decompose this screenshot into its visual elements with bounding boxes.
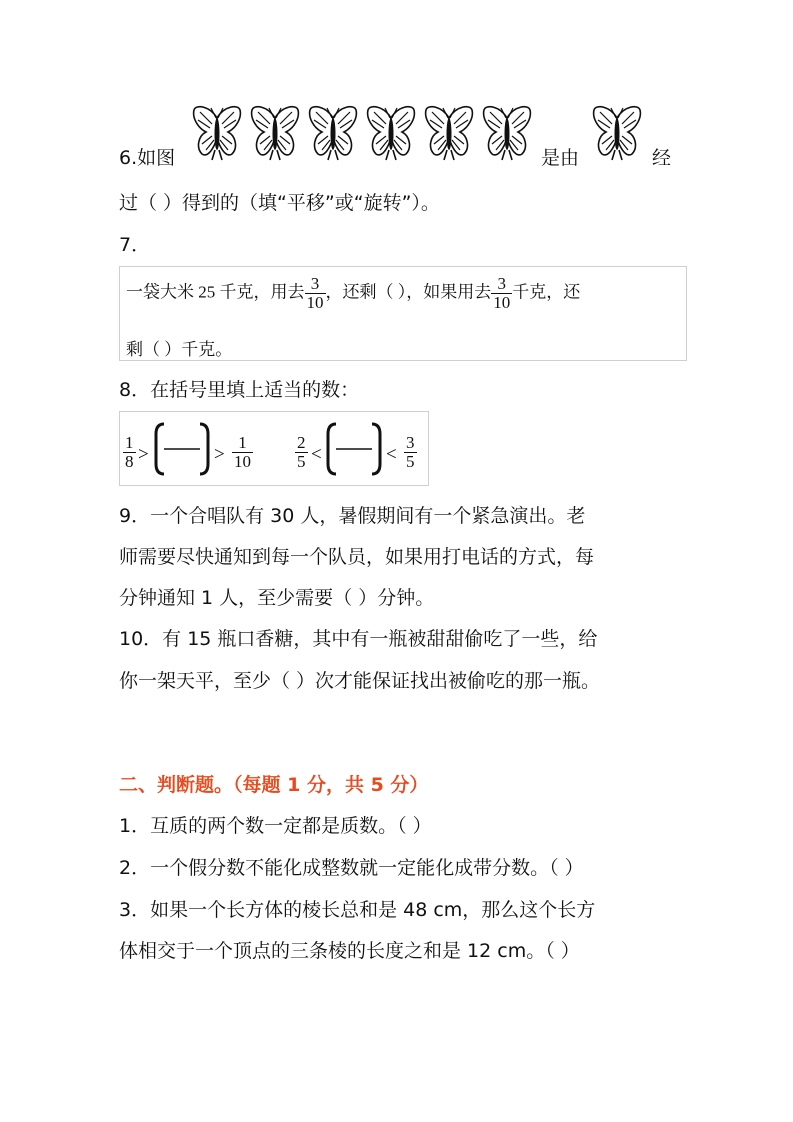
q7-row2: 剩（ ）千克。 (126, 340, 233, 359)
q9-line1: 9．一个合唱队有 30 人，暑假期间有一个紧急演出。老 (119, 505, 586, 527)
gt-sign: > (138, 444, 149, 465)
q7-row1 (126, 275, 580, 312)
q6-prefix: 6.如图 (119, 147, 176, 169)
numerator: 3 (406, 433, 415, 452)
q6-suffix: 是由 (541, 147, 580, 169)
section2-title: 二、判断题。（每题 1 分，共 5 分） (119, 774, 429, 796)
judgement-item: 1．互质的两个数一定都是质数。（ ） (119, 815, 432, 837)
lt-sign: < (311, 444, 322, 465)
fraction (232, 434, 253, 471)
judgement-item: 3．如果一个长方体的棱长总和是 48 cm，那么这个长方 (119, 899, 596, 921)
numerator: 1 (238, 433, 247, 452)
q7-number: 7． (119, 234, 151, 256)
fraction (305, 275, 326, 312)
numerator: 1 (125, 433, 134, 452)
q8-text: 8．在括号里填上适当的数： (119, 379, 360, 401)
denominator: 10 (493, 293, 511, 312)
q7-problem-box (119, 266, 687, 361)
q6-line2: 过（ ）得到的（填“平移”或“旋转”）。 (119, 192, 440, 214)
numerator: 3 (310, 274, 320, 293)
q7-text-a: 一袋大米 25 千克，用去 (126, 282, 305, 302)
numerator: 2 (297, 433, 306, 452)
butterfly-icon (250, 104, 300, 162)
numerator: 3 (497, 274, 506, 293)
butterfly-icon (192, 104, 242, 162)
q6-suffix-end: 经 (652, 147, 672, 169)
butterfly-icon (482, 104, 532, 162)
lt-sign: < (386, 444, 397, 465)
judgement-item: 体相交于一个顶点的三条棱的长度之和是 12 cm。（ ） (119, 940, 580, 962)
denominator: 5 (297, 452, 306, 471)
butterfly-icon (424, 104, 474, 162)
q10-line1: 10．有 15 瓶口香糖，其中有一瓶被甜甜偷吃了一些，给 (119, 628, 598, 650)
answer-bracket[interactable] (154, 420, 210, 478)
denominator: 10 (234, 452, 251, 471)
butterfly-icon (366, 104, 416, 162)
gt-sign: > (214, 444, 225, 465)
q7-text-b: ，还剩（ ），如果用去 (325, 282, 492, 302)
denominator: 5 (406, 452, 415, 471)
q10-line2: 你一架天平，至少（ ）次才能保证找出被偷吃的那一瓶。 (119, 670, 601, 692)
q8-inequality-box (119, 411, 429, 486)
answer-bracket[interactable] (326, 420, 382, 478)
butterfly-icon (308, 104, 358, 162)
denominator: 10 (306, 293, 324, 312)
fraction (295, 434, 308, 471)
fraction (404, 434, 417, 471)
judgement-item: 2．一个假分数不能化成整数就一定能化成带分数。（ ） (119, 857, 584, 879)
butterfly-icon (592, 104, 642, 162)
q9-line2: 师需要尽快通知到每一个队员，如果用打电话的方式，每 (119, 546, 595, 568)
fraction (491, 275, 512, 312)
q9-line3: 分钟通知 1 人，至少需要（ ）分钟。 (119, 587, 435, 609)
denominator: 8 (125, 452, 134, 471)
q7-text-c: 千克，还 (512, 282, 581, 302)
fraction (123, 434, 136, 471)
